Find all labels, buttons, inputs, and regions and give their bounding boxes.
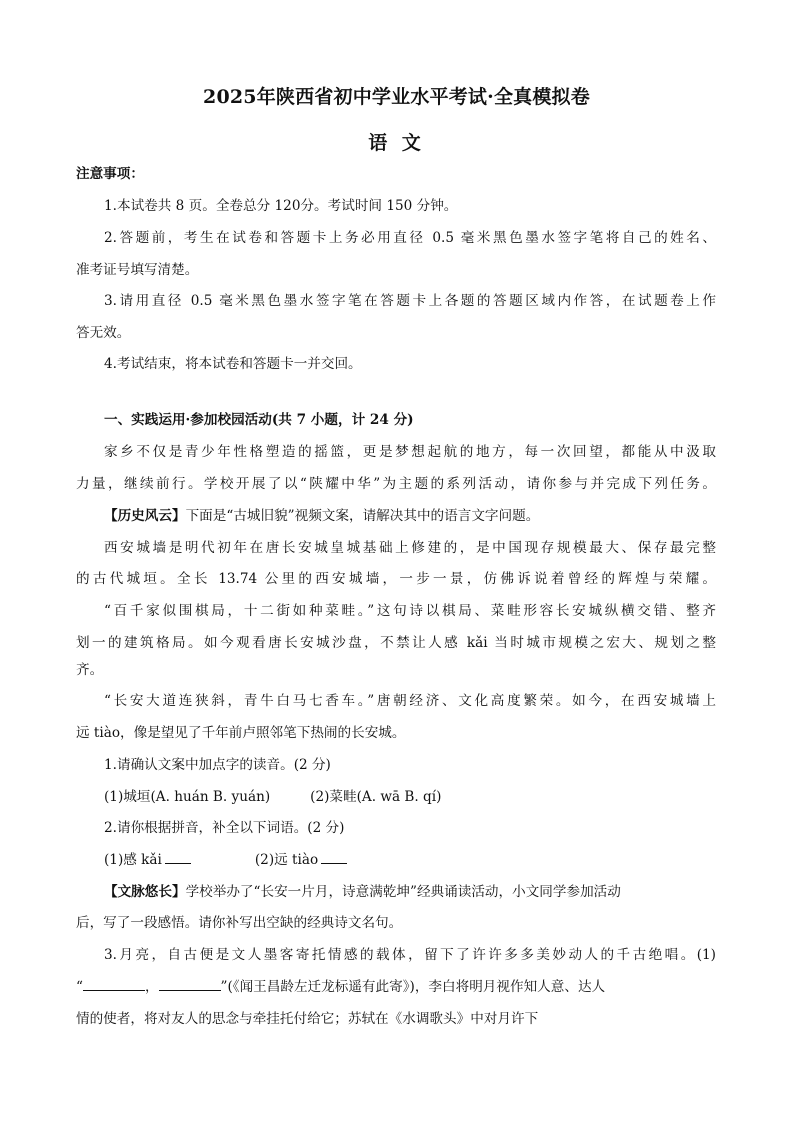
passage-line-4: 划一的建筑格局。如今观看唐长安城沙盘，不禁让人感 kǎi 当时城市规模之宏大、规划之整: [76, 635, 716, 651]
notice-heading: 注意事项：: [76, 166, 144, 182]
notice-item-1: 1.本试卷共 8 页。全卷总分 120分。考试时间 150 分钟。: [104, 198, 458, 214]
answer-blank[interactable]: [321, 851, 347, 864]
passage-line-1: 西安城墙是明代初年在唐长安城皇城基础上修建的，是中国现存规模最大、保存最完整: [104, 540, 716, 556]
notice-item-3: 3.请用直径 0.5 毫米黑色墨水签字笔在答题卡上各题的答题区域内作答，在试题卷上作: [104, 293, 716, 309]
task-culture-label: 【文脉悠长】: [104, 884, 186, 900]
section-heading: 一、实践运用·参加校园活动(共 7 小题，计 24 分): [104, 412, 414, 428]
intro-line-1: 家乡不仅是青少年性格塑造的摇篮，更是梦想起航的地方，每一次回望，都能从中汲取: [104, 444, 716, 460]
question-2-item-a: (1)感 kǎi: [104, 852, 162, 868]
question-3-line-2: [76, 978, 716, 996]
question-3-line-1: 3.月亮，自古便是文人墨客寄托情感的载体，留下了许许多多美妙动人的千古绝唱。(1): [104, 947, 716, 963]
question-2-items: [104, 851, 716, 869]
notice-item-2-cont: 准考证号填写清楚。: [76, 262, 199, 278]
subject-title: 语 文: [368, 132, 425, 154]
passage-line-2: 的古代城垣。全长 13.74 公里的西安城墙，一步一景，仿佛诉说着曾经的辉煌与荣耀。: [76, 571, 716, 587]
question-1-options: [104, 788, 716, 806]
passage-line-7: 远 tiào，像是望见了千年前卢照邻笔下热闹的长安城。: [76, 725, 406, 741]
question-2-item-b: (2)远 tiào: [254, 852, 319, 868]
question-1-stem: 1.请确认文案中加点字的读音。(2 分): [104, 757, 331, 773]
question-2-stem: 2.请你根据拼音，补全以下词语。(2 分): [104, 820, 345, 836]
quote-open: “: [76, 979, 83, 995]
notice-item-3-cont: 答无效。: [76, 325, 131, 341]
exam-title: 2025年陕西省初中学业水平考试·全真模拟卷: [203, 86, 590, 108]
comma: ，: [144, 979, 159, 995]
question-1-option-a: (1)城垣(A. huán B. yuán): [104, 789, 271, 805]
answer-blank[interactable]: [83, 978, 145, 991]
task-culture: [104, 883, 716, 901]
question-3-line-2-text: ”(《闻王昌龄左迁龙标遥有此寄》)，李白将明月视作知人意、达人: [220, 979, 606, 995]
question-1-option-b: (2)菜畦(A. wā B. qí): [310, 789, 442, 805]
task-culture-text: 学校举办了“长安一片月，诗意满乾坤”经典诵读活动，小文同学参加活动: [185, 884, 621, 900]
question-3-line-3: 情的使者，将对友人的思念与牵挂托付给它；苏轼在《水调歌头》中对月许下: [76, 1011, 539, 1027]
task-history: [104, 507, 716, 525]
task-culture-cont: 后，写了一段感悟。请你补写出空缺的经典诗文名句。: [76, 915, 403, 931]
notice-item-4: 4.考试结束，将本试卷和答题卡一并交回。: [104, 356, 362, 372]
task-history-label: 【历史风云】: [104, 508, 186, 524]
passage-line-5: 齐。: [76, 662, 104, 678]
passage-line-6: “长安大道连狭斜，青牛白马七香车。”唐朝经济、文化高度繁荣。如今，在西安城墙上: [104, 693, 716, 709]
task-history-text: 下面是“古城旧貌”视频文案，请解决其中的语言文字问题。: [185, 508, 540, 524]
answer-blank[interactable]: [165, 851, 191, 864]
notice-item-2: 2.答题前，考生在试卷和答题卡上务必用直径 0.5 毫米黑色墨水签字笔将自己的姓名、: [104, 230, 716, 246]
intro-line-2: 力量，继续前行。学校开展了以“陕耀中华”为主题的系列活动，请你参与并完成下列任务。: [76, 476, 716, 492]
passage-line-3: “百千家似围棋局，十二街如种菜畦。”这句诗以棋局、菜畦形容长安城纵横交错、整齐: [104, 603, 716, 619]
answer-blank[interactable]: [159, 978, 221, 991]
